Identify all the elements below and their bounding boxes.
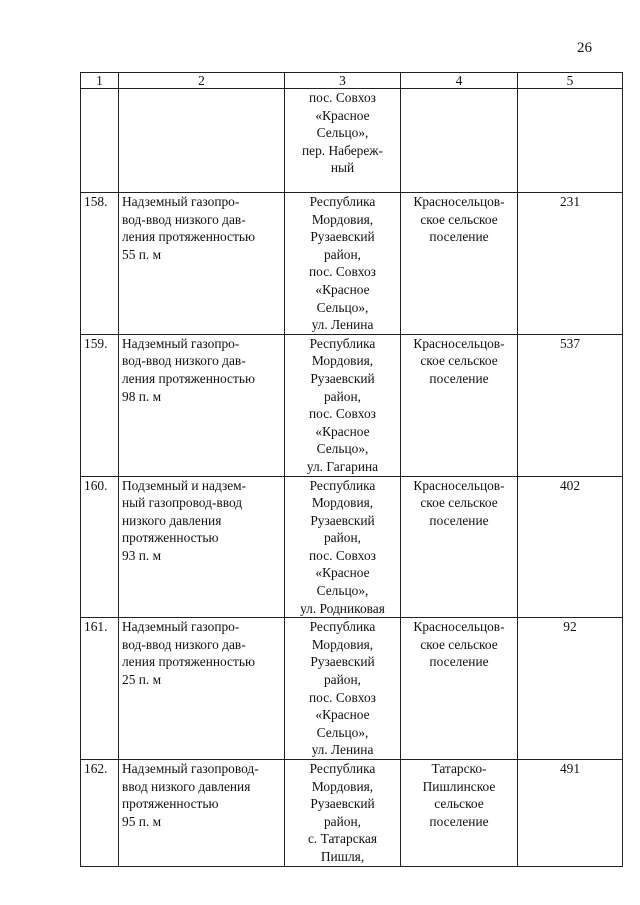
name-line: 25 п. м — [122, 672, 162, 688]
location-line: Мордовия, — [311, 495, 374, 511]
municipality-cell — [401, 760, 518, 867]
name-line: Надземный газопро- — [122, 194, 240, 209]
name-line: 93 п. м — [122, 547, 162, 563]
municipality-line: ское сельское — [420, 353, 498, 369]
location-line: ул. Ленина — [311, 742, 374, 758]
name-cell — [119, 193, 285, 335]
location-line: Сельцо», — [316, 724, 369, 740]
name-cell — [119, 476, 285, 618]
location-line: пос. Совхоз — [309, 264, 376, 280]
location-cell — [285, 334, 401, 476]
name-line: Надземный газопро- — [122, 335, 240, 351]
table-row-continuation — [81, 89, 623, 193]
name-line: вод-ввод низкого дав- — [122, 353, 246, 369]
number-cell — [81, 89, 119, 193]
location-line: «Красное — [315, 107, 370, 123]
name-line: ления протяженностью — [122, 654, 255, 670]
location-line: район, — [323, 672, 361, 688]
location-line: ул. Родниковая — [300, 600, 385, 616]
name-line: 98 п. м — [122, 388, 162, 404]
municipality-line: Пишлинское — [422, 778, 496, 794]
quantity-cell: 491 — [518, 760, 623, 867]
location-line: Сельцо», — [316, 441, 369, 457]
location-line: Пишля, — [320, 848, 365, 864]
location-line: Мордовия, — [311, 778, 374, 794]
municipality-cell — [401, 89, 518, 193]
location-line: «Красное — [315, 565, 370, 581]
number-cell: 159. — [81, 334, 119, 476]
name-line: вод-ввод низкого дав- — [122, 211, 246, 227]
municipality-line: ское сельское — [420, 495, 498, 511]
name-line: вод-ввод низкого дав- — [122, 636, 246, 652]
location-line: Рузаевский — [310, 796, 375, 812]
municipality-cell — [401, 334, 518, 476]
number-cell: 158. — [81, 193, 119, 335]
municipality-line: ское сельское — [420, 211, 498, 227]
location-line: ул. Ленина — [311, 317, 374, 333]
table-row — [81, 334, 623, 476]
column-header-5: 5 — [518, 73, 623, 89]
location-line: Сельцо», — [316, 125, 369, 141]
location-line: пос. Совхоз — [309, 547, 376, 563]
municipality-line: поселение — [429, 370, 489, 386]
name-line: протяженностью — [122, 530, 219, 546]
location-line: Республика — [309, 477, 376, 493]
location-line: пос. Совхоз — [309, 689, 376, 705]
name-line: 55 п. м — [122, 246, 162, 262]
column-number-row — [81, 73, 623, 89]
name-cell — [119, 618, 285, 760]
table-row — [81, 618, 623, 760]
name-line: протяженностью — [122, 796, 219, 812]
location-line: Мордовия, — [311, 211, 374, 227]
municipality-cell — [401, 618, 518, 760]
location-line: пос. Совхоз — [309, 90, 376, 105]
location-line: Республика — [309, 761, 376, 776]
name-line: ления протяженностью — [122, 370, 255, 386]
location-cell — [285, 760, 401, 867]
quantity-cell: 92 — [518, 618, 623, 760]
quantity-cell: 537 — [518, 334, 623, 476]
name-line: низкого давления — [122, 512, 222, 528]
location-line: ул. Гагарина — [306, 458, 379, 474]
location-line: «Красное — [315, 281, 370, 297]
quantity-cell: 402 — [518, 476, 623, 618]
location-line: район, — [323, 246, 361, 262]
location-line: Республика — [309, 194, 376, 209]
municipality-line: поселение — [429, 654, 489, 670]
quantity-cell: 231 — [518, 193, 623, 335]
table-row — [81, 476, 623, 618]
location-line: Рузаевский — [310, 370, 375, 386]
number-cell: 160. — [81, 476, 119, 618]
name-line: ный газопровод-ввод — [122, 495, 243, 511]
table-row — [81, 760, 623, 867]
location-line: ный — [330, 160, 355, 176]
location-line: Сельцо», — [316, 299, 369, 315]
location-line: район, — [323, 530, 361, 546]
location-line: Республика — [309, 335, 376, 351]
location-line: «Красное — [315, 423, 370, 439]
name-cell — [119, 760, 285, 867]
municipality-line: ское сельское — [420, 636, 498, 652]
name-line: Надземный газопро- — [122, 619, 240, 635]
location-line: Мордовия, — [311, 636, 374, 652]
gas-pipeline-table — [80, 72, 623, 867]
column-header-2: 2 — [119, 73, 285, 89]
name-line: ввод низкого давления — [122, 778, 251, 794]
column-header-1: 1 — [81, 73, 119, 89]
municipality-line: сельское — [434, 796, 484, 812]
municipality-line: Красносельцов- — [413, 619, 505, 635]
location-line: «Красное — [315, 707, 370, 723]
location-cell — [285, 89, 401, 193]
name-cell — [119, 334, 285, 476]
name-line: ления протяженностью — [122, 229, 255, 245]
location-line: с. Татарская — [307, 831, 378, 847]
municipality-cell — [401, 476, 518, 618]
municipality-line: поселение — [429, 229, 489, 245]
location-line: Мордовия, — [311, 353, 374, 369]
number-cell: 161. — [81, 618, 119, 760]
location-line: Рузаевский — [310, 512, 375, 528]
name-line: Надземный газопровод- — [122, 761, 259, 776]
location-line: Рузаевский — [310, 229, 375, 245]
municipality-line: Красносельцов- — [413, 335, 505, 351]
location-cell — [285, 618, 401, 760]
location-line: Сельцо», — [316, 583, 369, 599]
municipality-line: поселение — [429, 813, 489, 829]
name-line: 95 п. м — [122, 813, 162, 829]
municipality-line: Красносельцов- — [413, 477, 505, 493]
location-line: пер. Набереж- — [301, 142, 384, 158]
municipality-cell — [401, 193, 518, 335]
name-line: Подземный и надзем- — [122, 477, 247, 493]
location-cell — [285, 193, 401, 335]
location-cell — [285, 476, 401, 618]
location-line: Республика — [309, 619, 376, 635]
column-header-4: 4 — [401, 73, 518, 89]
column-header-3: 3 — [285, 73, 401, 89]
page-number: 26 — [577, 40, 592, 56]
location-line: пос. Совхоз — [309, 406, 376, 422]
quantity-cell — [518, 89, 623, 193]
location-line: Рузаевский — [310, 654, 375, 670]
name-cell — [119, 89, 285, 193]
municipality-line: Красносельцов- — [413, 194, 505, 209]
location-line: район, — [323, 388, 361, 404]
number-cell: 162. — [81, 760, 119, 867]
location-line: район, — [323, 813, 361, 829]
municipality-line: поселение — [429, 512, 489, 528]
municipality-line: Татарско- — [431, 761, 487, 776]
table-row — [81, 193, 623, 335]
